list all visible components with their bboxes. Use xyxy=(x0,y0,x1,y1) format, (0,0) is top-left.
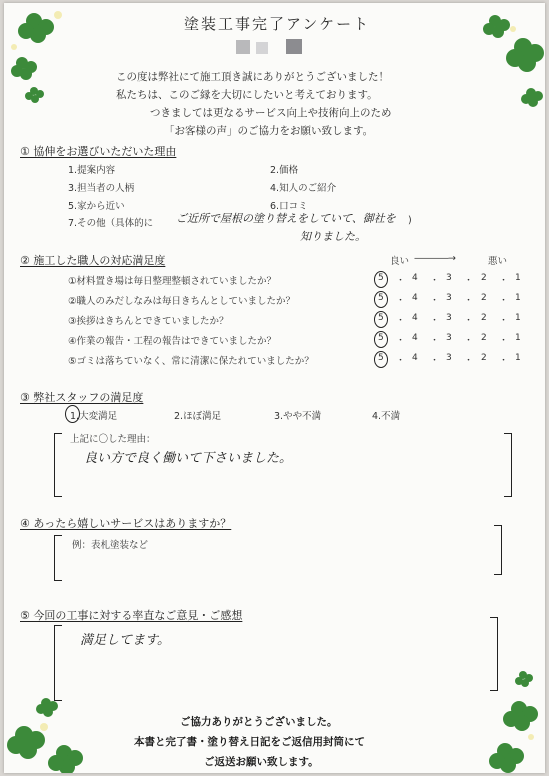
scale-arrow: ————→ xyxy=(414,253,455,264)
q2-question: ⑤ゴミは落ちていなく、常に清潔に保たれていましたか？ xyxy=(68,356,314,367)
q2-question: ②職人のみだしなみは毎日きちんとしていましたか？ xyxy=(68,296,296,307)
q2-question: ①材料置き場は毎日整理整頓されていましたか？ xyxy=(68,276,277,287)
scale-bad-label: 悪い xyxy=(488,256,508,267)
question-2-heading: ② 施工した職人の対応満足度 xyxy=(20,254,166,267)
rating-option[interactable]: 3 xyxy=(446,353,452,363)
rating-selected-mark xyxy=(374,311,388,328)
rating-option[interactable]: 2 xyxy=(481,333,487,343)
q1-close-paren: ) xyxy=(408,215,412,226)
rating-option[interactable]: 2 xyxy=(481,273,487,283)
q3-reason-label: 上記に〇した理由： xyxy=(70,434,156,445)
q4-answer-bracket-right xyxy=(494,525,502,575)
rating-separator: ・ xyxy=(499,276,509,286)
rating-separator: ・ xyxy=(499,316,509,326)
q1-option[interactable]: 4.知人のご紹介 xyxy=(270,183,337,194)
q1-handwritten-answer[interactable]: 知りました。 xyxy=(300,230,366,243)
rating-option[interactable]: 1 xyxy=(515,333,521,343)
rating-option[interactable]: 5 xyxy=(378,293,384,303)
rating-option[interactable]: 1 xyxy=(515,273,521,283)
rating-option[interactable]: 1 xyxy=(515,313,521,323)
rating-option[interactable]: 3 xyxy=(446,293,452,303)
rating-selected-mark xyxy=(374,331,388,348)
scale-good-label: 良い xyxy=(390,256,410,267)
q1-option[interactable]: 3.担当者の人柄 xyxy=(68,183,135,194)
question-1-heading: ① 協伸をお選びいただいた理由 xyxy=(20,145,177,158)
intro-line: つきましては更なるサービス向上や技術向上のため xyxy=(150,107,392,119)
rating-separator: ・ xyxy=(464,276,474,286)
q1-option[interactable]: 6.口コミ xyxy=(270,201,308,212)
rating-selected-mark xyxy=(374,351,388,368)
page-title: 塗装工事完了アンケート xyxy=(184,15,371,33)
redacted-name-block xyxy=(286,39,302,54)
clover-decoration-bottom-left xyxy=(4,683,94,773)
rating-separator: ・ xyxy=(430,336,440,346)
rating-option[interactable]: 2 xyxy=(481,353,487,363)
q5-answer-bracket-left xyxy=(54,625,62,701)
footer-request: ご返送お願い致します。 xyxy=(204,756,319,768)
rating-separator: ・ xyxy=(396,296,406,306)
footer-instruction: 本書と完了書・塗り替え日記をご返信用封筒にて xyxy=(134,736,365,748)
rating-separator: ・ xyxy=(430,276,440,286)
rating-option[interactable]: 3 xyxy=(446,313,452,323)
q4-answer-bracket-left xyxy=(54,535,62,581)
rating-option[interactable]: 5 xyxy=(378,313,384,323)
rating-separator: ・ xyxy=(396,356,406,366)
intro-line: この度は弊社にて施工頂き誠にありがとうございました！ xyxy=(116,71,389,83)
q3-option[interactable]: 4.不満 xyxy=(372,411,401,422)
rating-option[interactable]: 5 xyxy=(378,353,384,363)
q3-selected-mark xyxy=(65,405,80,423)
rating-separator: ・ xyxy=(499,336,509,346)
rating-option[interactable]: 4 xyxy=(412,313,418,323)
q1-option[interactable]: 5.家から近い xyxy=(68,201,125,212)
rating-separator: ・ xyxy=(499,296,509,306)
rating-option[interactable]: 4 xyxy=(412,293,418,303)
rating-option[interactable]: 2 xyxy=(481,313,487,323)
clover-decoration-bottom-right xyxy=(465,663,545,773)
rating-separator: ・ xyxy=(464,336,474,346)
rating-separator: ・ xyxy=(430,356,440,366)
q3-option[interactable]: 2.ほぼ満足 xyxy=(174,411,222,422)
q4-example: 例：表札塗装など xyxy=(72,540,149,551)
q1-handwritten-answer[interactable]: ご近所で屋根の塗り替えをしていて、御社を xyxy=(176,212,396,225)
rating-option[interactable]: 4 xyxy=(412,353,418,363)
rating-separator: ・ xyxy=(464,316,474,326)
rating-selected-mark xyxy=(374,271,388,288)
q2-question: ③挨拶はきちんとできていましたか？ xyxy=(68,316,229,327)
q1-option[interactable]: 1.提案内容 xyxy=(68,165,116,176)
rating-option[interactable]: 1 xyxy=(515,293,521,303)
redacted-name-block xyxy=(236,40,250,54)
rating-option[interactable]: 2 xyxy=(481,293,487,303)
clover-decoration-top-left xyxy=(4,3,74,108)
q3-option[interactable]: 3.やや不満 xyxy=(274,411,322,422)
intro-line: 「お客様の声」のご協力をお願い致します。 xyxy=(164,125,374,137)
rating-option[interactable]: 1 xyxy=(515,353,521,363)
survey-sheet xyxy=(4,3,545,773)
clover-decoration-top-right xyxy=(465,3,545,113)
rating-option[interactable]: 3 xyxy=(446,333,452,343)
rating-separator: ・ xyxy=(464,296,474,306)
rating-option[interactable]: 5 xyxy=(378,333,384,343)
rating-separator: ・ xyxy=(396,336,406,346)
q2-question: ④作業の報告・工程の報告はできていましたか？ xyxy=(68,336,277,347)
q5-handwritten-answer[interactable]: 満足してます。 xyxy=(80,633,170,648)
rating-option[interactable]: 3 xyxy=(446,273,452,283)
q3-handwritten-answer[interactable]: 良い方で良く働いて下さいました。 xyxy=(84,451,293,466)
redacted-name-block xyxy=(256,42,268,54)
rating-option[interactable]: 5 xyxy=(378,273,384,283)
rating-separator: ・ xyxy=(396,276,406,286)
q1-option[interactable]: 2.価格 xyxy=(270,165,299,176)
q3-answer-bracket-right xyxy=(504,433,512,497)
question-3-heading: ③ 弊社スタッフの満足度 xyxy=(20,391,144,404)
question-4-heading: ④ あったら嬉しいサービスはありますか？ xyxy=(20,517,232,530)
q1-option[interactable]: 7.その他（具体的に xyxy=(68,218,154,229)
q3-answer-bracket-left xyxy=(54,433,62,497)
rating-separator: ・ xyxy=(430,296,440,306)
footer-thanks: ご協力ありがとうございました。 xyxy=(180,716,338,728)
question-5-heading: ⑤ 今回の工事に対する率直なご意見・ご感想 xyxy=(20,609,243,622)
rating-separator: ・ xyxy=(430,316,440,326)
rating-separator: ・ xyxy=(396,316,406,326)
rating-separator: ・ xyxy=(464,356,474,366)
intro-line: 私たちは、このご縁を大切にしたいと考えております。 xyxy=(116,89,378,101)
rating-separator: ・ xyxy=(499,356,509,366)
rating-option[interactable]: 4 xyxy=(412,273,418,283)
q5-answer-bracket-right xyxy=(490,617,498,691)
rating-option[interactable]: 4 xyxy=(412,333,418,343)
q3-option[interactable]: 1.大変満足 xyxy=(70,411,118,422)
rating-selected-mark xyxy=(374,291,388,308)
